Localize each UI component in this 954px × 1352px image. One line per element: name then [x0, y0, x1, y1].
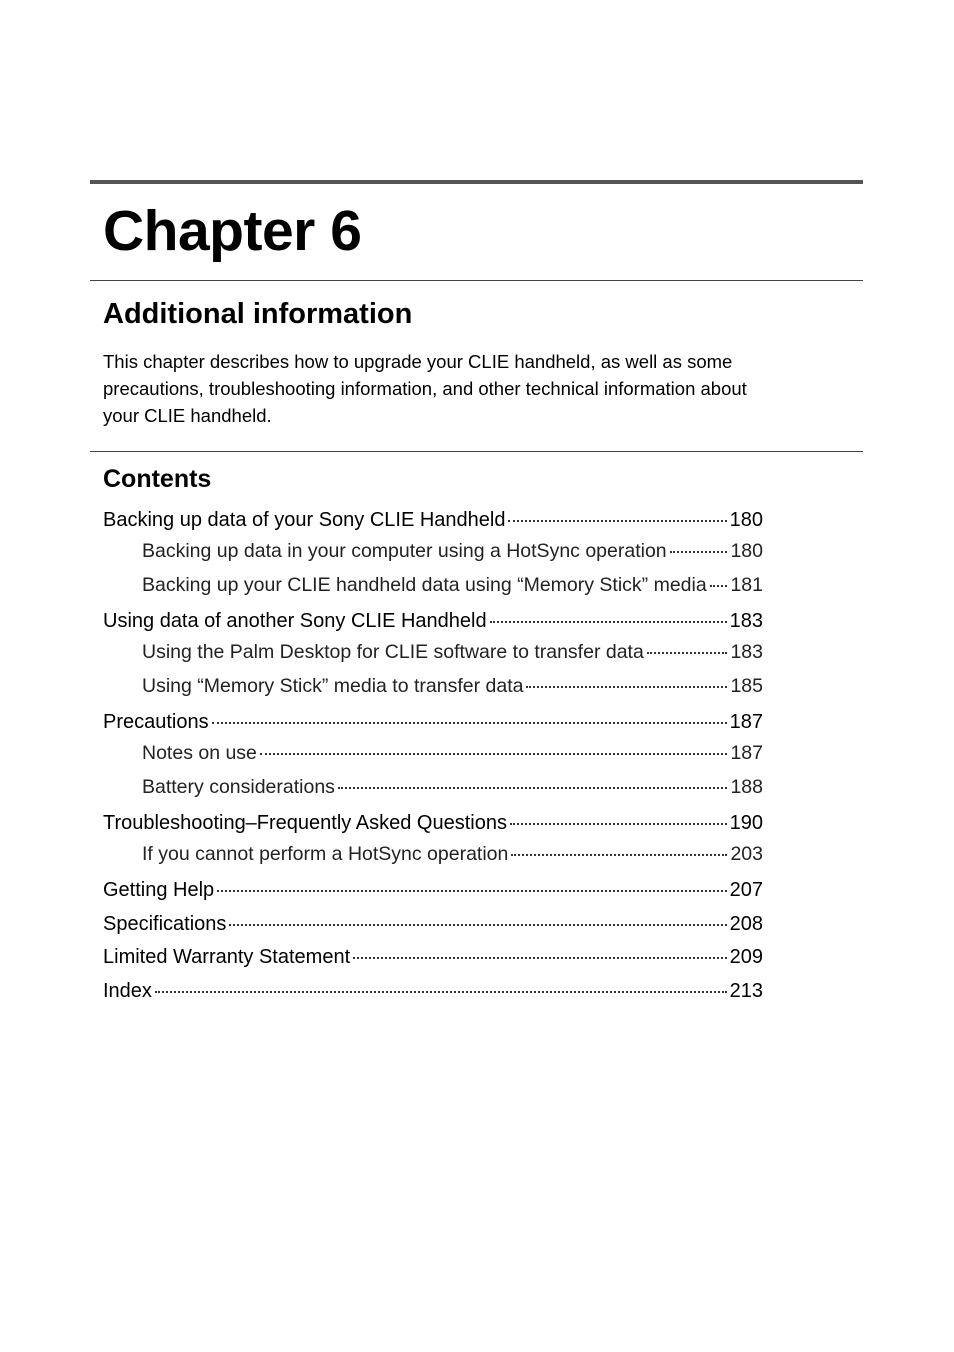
toc-entry[interactable]: [103, 507, 763, 533]
toc-entry-title: Battery considerations: [142, 776, 335, 798]
section-intro: This chapter describes how to upgrade your CLIE handheld, as well as some precautions, troubleshooting information, and other technical information about your CLIE handheld.: [103, 351, 747, 426]
toc-entry-title: Index: [103, 980, 152, 1002]
toc-entry-page: 190: [729, 812, 763, 834]
toc-leader: [353, 956, 726, 959]
toc-entry-page: 183: [729, 610, 763, 632]
toc-subentry[interactable]: [142, 538, 763, 564]
toc-subentry[interactable]: [142, 673, 763, 699]
toc-subentry[interactable]: [142, 639, 763, 665]
toc-entry[interactable]: [103, 810, 763, 836]
toc-entry-page: 188: [730, 776, 763, 798]
toc-entry-page: 185: [730, 675, 763, 697]
toc-leader: [490, 620, 727, 623]
toc-entry-page: 187: [730, 742, 763, 764]
toc-entry[interactable]: [103, 911, 763, 937]
contents-heading: Contents: [103, 465, 212, 493]
toc-leader: [710, 584, 728, 587]
section-title: Additional information: [103, 298, 413, 330]
toc-entry-page: 203: [730, 843, 763, 865]
chapter-divider: [90, 280, 863, 281]
toc-entry[interactable]: [103, 709, 763, 735]
toc-entry-title: Backing up data in your computer using a HotSync operation: [142, 540, 667, 562]
toc-leader: [647, 651, 728, 654]
chapter-top-rule: [90, 180, 863, 184]
toc-leader: [511, 853, 727, 856]
toc-entry-page: 187: [729, 711, 763, 733]
toc-entry-title: Using “Memory Stick” media to transfer data: [142, 675, 524, 697]
toc-entry-title: Precautions: [103, 711, 209, 733]
toc-subentry[interactable]: [142, 572, 763, 598]
toc-entry-page: 213: [729, 980, 763, 1002]
toc-leader: [229, 923, 726, 926]
contents-divider: [90, 451, 863, 452]
toc-entry-page: 181: [730, 574, 763, 596]
toc-entry-page: 180: [729, 509, 763, 531]
toc-entry[interactable]: [103, 944, 763, 970]
toc-entry[interactable]: [103, 608, 763, 634]
toc-entry-title: Troubleshooting–Frequently Asked Questions: [103, 812, 507, 834]
toc-leader: [217, 889, 726, 892]
toc-subentry[interactable]: [142, 774, 763, 800]
toc-leader: [338, 786, 728, 789]
toc-entry-page: 207: [729, 879, 763, 901]
toc-entry-title: Specifications: [103, 913, 227, 935]
toc-entry-page: 183: [730, 641, 763, 663]
toc-entry-title: If you cannot perform a HotSync operation: [142, 843, 509, 865]
toc-entry-title: Getting Help: [103, 879, 215, 901]
toc-leader: [508, 519, 726, 522]
toc-leader: [510, 822, 727, 825]
toc-entry-title: Using data of another Sony CLIE Handheld: [103, 610, 487, 632]
toc-entry-title: Using the Palm Desktop for CLIE software to transfer data: [142, 641, 644, 663]
toc-entry-page: 208: [729, 913, 763, 935]
toc-leader: [155, 990, 727, 993]
toc-leader: [670, 550, 728, 553]
toc-entry-page: 209: [729, 946, 763, 968]
toc-entry-title: Notes on use: [142, 742, 257, 764]
toc-entry-title: Backing up your CLIE handheld data using “Memory Stick” media: [142, 574, 707, 596]
chapter-title: Chapter 6: [103, 199, 362, 263]
toc-leader: [212, 721, 727, 724]
toc-subentry[interactable]: [142, 841, 763, 867]
toc-subentry[interactable]: [142, 740, 763, 766]
toc-entry[interactable]: [103, 978, 763, 1004]
toc-entry-title: Backing up data of your Sony CLIE Handheld: [103, 509, 506, 531]
toc-leader: [526, 685, 727, 688]
toc-leader: [260, 752, 728, 755]
toc-entry-title: Limited Warranty Statement: [103, 946, 351, 968]
toc-entry-page: 180: [730, 540, 763, 562]
toc-entry[interactable]: [103, 877, 763, 903]
